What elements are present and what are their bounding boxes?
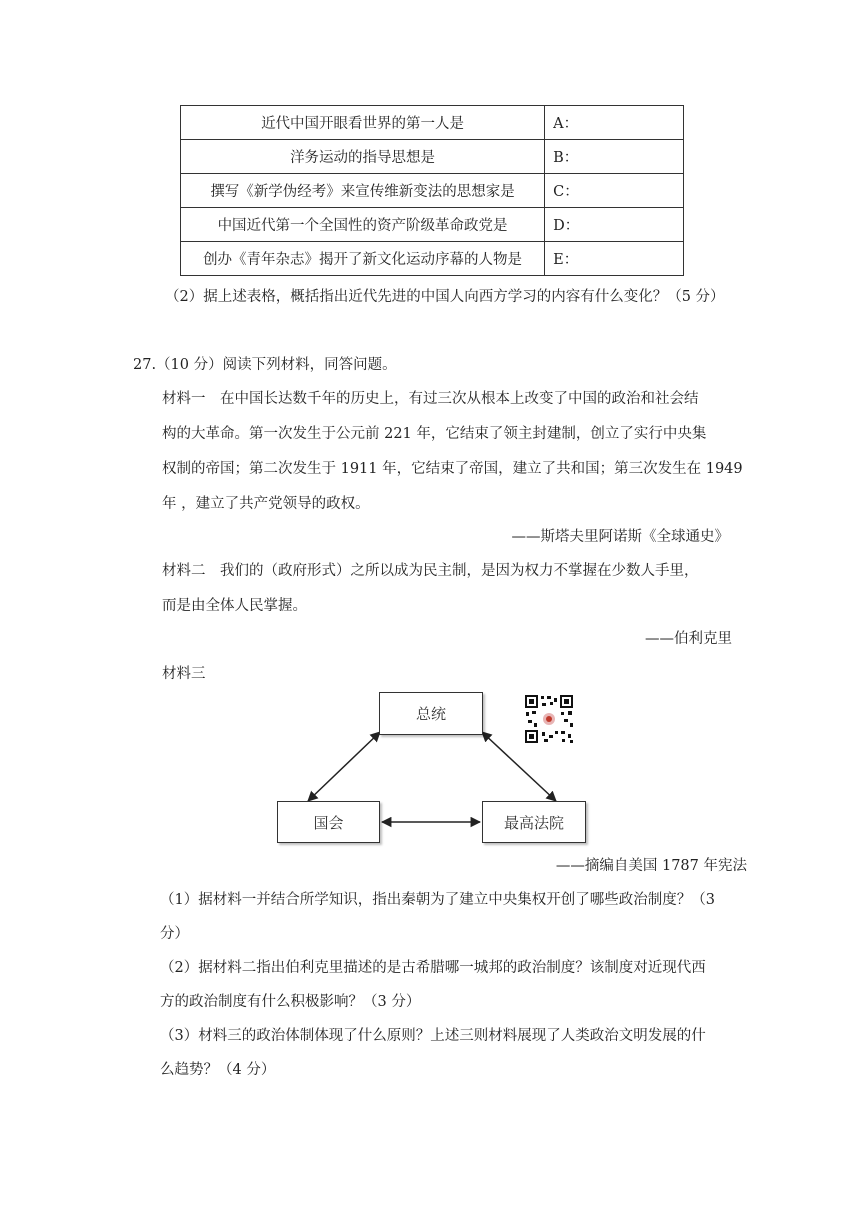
material-1-line: 材料一 在中国长达数千年的历史上，有过三次从根本上改变了中国的政治和社会结 [162,391,699,407]
question-27-intro: 27.（10 分）阅读下列材料，同答问题。 [133,357,397,373]
table-question-cell: 撰写《新学伪经考》来宣传维新变法的思想家是 [181,174,545,208]
material-1-line: 构的大革命。第一次发生于公元前 221 年，它结束了领主封建制，创立了实行中央集 [162,426,707,442]
president-label: 总统 [415,705,446,723]
table-row [181,242,684,276]
congress-label: 国会 [313,813,344,832]
table-answer-cell: C： [545,174,684,208]
congress-box [277,801,380,843]
table-question-cell: 中国近代第一个全国性的资产阶级革命政党是 [181,208,545,242]
material-3-label: 材料三 [162,666,206,682]
president-box [379,692,483,735]
sub-question-1-line: 分） [160,926,189,942]
material-2-line: 而是由全体人民掌握。 [162,598,307,614]
arrow-president-congress [308,732,380,801]
answer-table [180,105,684,276]
table-question-cell: 创办《青年杂志》揭开了新文化运动序幕的人物是 [181,242,545,276]
sub-question-2-line: （2）据材料二指出伯利克里描述的是古希腊哪一城邦的政治制度？该制度对近现代西 [160,960,706,976]
sub-question-2-line: 方的政治制度有什么积极影响？（3 分） [160,994,421,1010]
supreme-court-label: 最高法院 [503,813,564,832]
sub-question-3-line: （3）材料三的政治体制体现了什么原则？上述三则材料展现了人类政治文明发展的什 [160,1028,706,1044]
supreme-court-box [482,801,586,843]
table-question-cell: 近代中国开眼看世界的第一人是 [181,106,545,140]
table-answer-cell: D： [545,208,684,242]
table-row [181,140,684,174]
table-row [181,208,684,242]
table-row [181,106,684,140]
material-1-line: 年 ，建立了共产党领导的政权。 [162,496,370,512]
question-26-part-2: （2）据上述表格，概括指出近代先进的中国人向西方学习的内容有什么变化？（5 分） [165,289,725,305]
table-answer-cell: B： [545,140,684,174]
material-1-source: ——斯塔夫里阿诺斯《全球通史》 [511,529,729,545]
material-3-source: ——摘编自美国 1787 年宪法 [555,858,747,874]
table-answer-cell: E： [545,242,684,276]
material-2-source: ——伯利克里 [645,631,732,647]
sub-question-3-line: 么趋势？（4 分） [160,1062,276,1078]
material-2-line: 材料二 我们的（政府形式）之所以成为民主制，是因为权力不掌握在少数人手里， [162,563,699,579]
sub-question-1-line: （1）据材料一并结合所学知识，指出秦朝为了建立中央集权开创了哪些政治制度？（3 [160,892,715,908]
table-question-cell: 洋务运动的指导思想是 [181,140,545,174]
qr-code-icon [524,694,574,744]
material-1-line: 权制的帝国；第二次发生于 1911 年，它结束了帝国，建立了共和国；第三次发生在 1949 [162,461,743,477]
table-row [181,174,684,208]
table-answer-cell: A： [545,106,684,140]
